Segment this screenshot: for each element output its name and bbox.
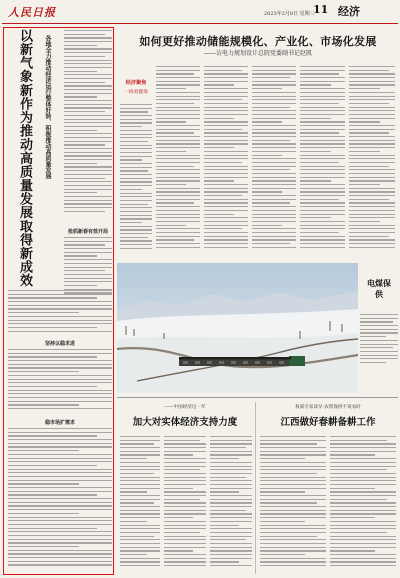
column-divider (255, 402, 256, 574)
lead-article-body-4 (8, 349, 112, 417)
main-article-subtitle: ——访电力规划设计总院党委副书记赵凯 (203, 50, 312, 57)
badge-series: 一线看健康 (124, 90, 148, 95)
lead-subhead-3: 稳市场扩需求 (44, 420, 75, 426)
lead-article-subtitle: 各地全力推动经济运行整体好转、积极推动高质量发展 (44, 35, 51, 179)
bottom-left-kicker: ——中国经济这一年 (164, 405, 206, 410)
main-article-col-1 (156, 66, 200, 262)
lead-article-title: 以新气象新作为推动高质量发展取得新成效 (17, 29, 32, 288)
section-name: 经济 (338, 5, 360, 18)
newspaper-logo: 人民日报 (8, 6, 56, 19)
main-article-col-5 (349, 66, 395, 262)
news-photo (117, 263, 358, 393)
lead-article-body-5 (8, 428, 112, 572)
bottom-left-col-3 (210, 436, 252, 574)
bottom-left-title: 加大对实体经济支持力度 (132, 417, 238, 428)
section-divider (117, 397, 398, 398)
lead-subhead-2: 坚持以稳求进 (44, 341, 75, 347)
lead-article-body-3 (8, 290, 112, 338)
badge-label: 经济聚焦 (125, 80, 147, 86)
lead-subhead-1: 抢抓新春有效开局 (67, 229, 108, 235)
page-number: 11 (313, 3, 329, 16)
masthead (2, 1, 398, 24)
bottom-right-title: 江西做好春耕备耕工作 (280, 417, 376, 428)
bottom-right-col-2 (330, 436, 396, 574)
photo-caption (360, 314, 398, 394)
lead-article-body (64, 30, 112, 226)
bottom-right-kicker: 权威专家谈早·农资保供不误农时 (295, 405, 361, 410)
column-badge (120, 79, 152, 99)
main-article-left-col (120, 104, 152, 262)
main-article-col-3 (252, 66, 296, 262)
bottom-left-col-1 (120, 436, 160, 574)
coal-train (179, 356, 305, 366)
main-article-title: 如何更好推动储能规模化、产业化、市场化发展 (139, 35, 377, 48)
bottom-right-col-1 (260, 436, 326, 574)
issue-date: 2023年2月8日 星期三 (264, 11, 315, 17)
bottom-left-col-2 (164, 436, 206, 574)
lead-article-byline (53, 128, 63, 198)
main-article-col-4 (300, 66, 345, 262)
main-article-col-2 (204, 66, 248, 262)
photo-title: 电煤保供 (367, 278, 391, 299)
snow-landscape-train-photo (117, 263, 358, 393)
